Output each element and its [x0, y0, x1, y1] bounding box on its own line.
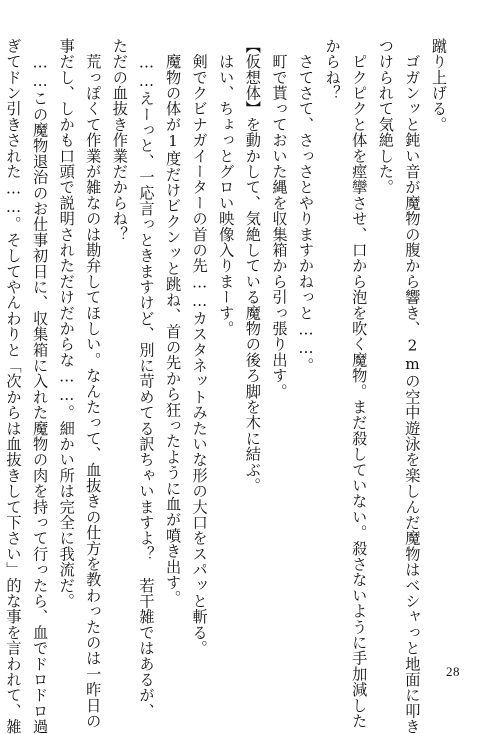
vertical-text-body: [4, 38, 452, 734]
page-number: 28: [446, 664, 460, 679]
text-line: つけられて気絶した。: [376, 38, 395, 195]
text-line: 剣でクビナガイーターの首の先……カスタネットみたいな形の大口をスパッと斬る。: [190, 38, 209, 656]
text-line: ただの血抜き作業だからね？: [110, 38, 129, 243]
text-line: ピクピクと体を痙攣させ、口から泡を吹く魔物。まだ殺していない。殺さないように手加減した: [350, 38, 369, 729]
text-line: 事だし、しかも口頭で説明されただけだからな……。細かい所は完全に我流だ。: [57, 38, 76, 609]
text-line: ぎてドン引きされた……。そしてやんわりと「次からは血抜きして下さい」的な事を言われて、雑: [4, 38, 23, 734]
text-line: ……えーっと、一応言っときますけど、別に苛めてる訳ちゃいますよ？ 若干雑ではあるが、: [137, 38, 156, 719]
text-line: はい、ちょっとグロい映像入りまーす。: [217, 38, 236, 337]
text-line: さてさて、さっさとやりますかねっと……。: [297, 38, 316, 374]
text-line: 荒っぽくて作業が雑なのは勘弁してほしい。なんたって、血抜きの仕方を教わったのは一昨日の: [84, 38, 103, 729]
text-line: 蹴り上げる。: [430, 38, 448, 133]
text-line: 【仮想体】を動かして、気絶している魔物の後ろ脚を木に結ぶ。: [243, 38, 262, 494]
text-line: ……この魔物退治のお仕事初日に、収集箱に入れた魔物の肉を持って行ったら、血でドロドロ過: [31, 38, 50, 734]
text-line: ゴガンッと鈍い音が魔物の腹から響き、2mの空中遊泳を楽しんだ魔物はベシャっと地面に叩き: [403, 38, 422, 734]
text-line: 魔物の体が1度だけビクンッと跳ね、首の先から狂ったように血が噴き出す。: [164, 38, 183, 606]
text-line: 町で貰っておいた縄を収集箱から引っ張り出す。: [270, 38, 289, 400]
text-line: からね？: [323, 38, 342, 101]
